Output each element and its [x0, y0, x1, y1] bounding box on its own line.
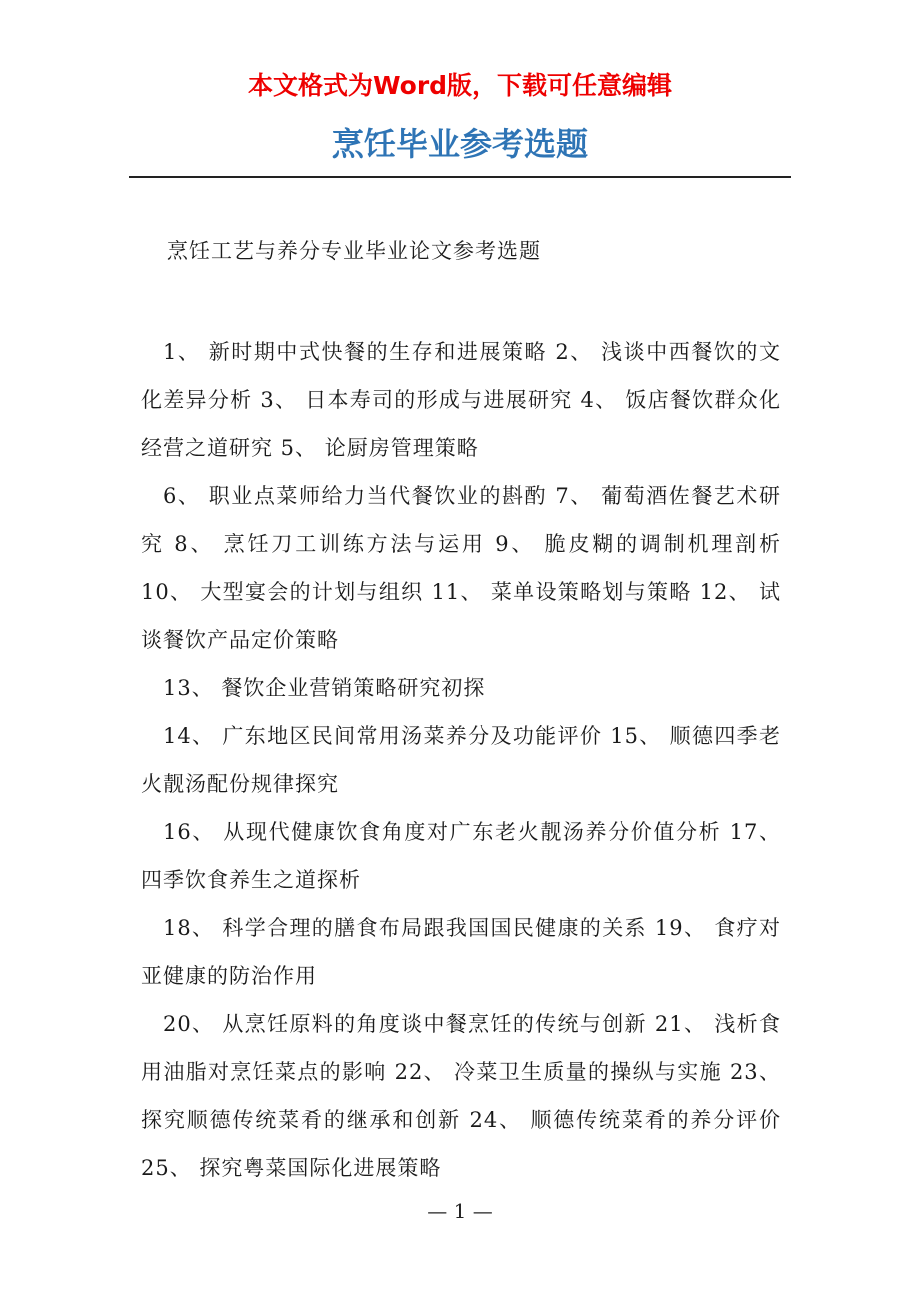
topic-paragraph-4: 14、 广东地区民间常用汤菜养分及功能评价 15、 顺德四季老火靓汤配份规律探究 — [141, 724, 781, 796]
topic-paragraph-5: 16、 从现代健康饮食角度对广东老火靓汤养分价值分析 17、 四季饮食养生之道探析 — [141, 820, 781, 892]
topic-paragraph-1: 1、 新时期中式快餐的生存和进展策略 2、 浅谈中西餐饮的文化差异分析 3、 日本寿司的形成与进展研究 4、 饭店餐饮群众化经营之道研究 5、 论厨房管理策略 — [141, 340, 781, 460]
document-subtitle: 烹饪工艺与养分专业毕业论文参考选题 — [167, 239, 541, 263]
spacer — [141, 276, 781, 328]
document-body — [141, 226, 781, 1192]
page-number: — 1 — — [427, 1199, 493, 1223]
format-banner: 本文格式为Word版，下载可任意编辑 — [247, 71, 673, 100]
page-title: 烹饪毕业参考选题 — [331, 125, 588, 163]
topic-paragraph-3: 13、 餐饮企业营销策略研究初探 — [163, 676, 486, 700]
header-divider — [129, 176, 791, 178]
topic-paragraph-7: 20、 从烹饪原料的角度谈中餐烹饪的传统与创新 21、 浅析食用油脂对烹饪菜点的影响 22、 冷菜卫生质量的操纵与实施 23、 探究顺德传统菜肴的继承和创新 24、 顺德传统菜肴的养分评价 25、 探究粤菜国际化进展策略 — [141, 1012, 781, 1180]
topic-paragraph-2: 6、 职业点菜师给力当代餐饮业的斟酌 7、 葡萄酒佐餐艺术研究 8、 烹饪刀工训练方法与运用 9、 脆皮糊的调制机理剖析 10、 大型宴会的计划与组织 11、 菜单设策略划与策略 12、 试谈餐饮产品定价策略 — [141, 484, 781, 652]
topic-paragraph-6: 18、 科学合理的膳食布局跟我国国民健康的关系 19、 食疗对亚健康的防治作用 — [141, 916, 781, 988]
